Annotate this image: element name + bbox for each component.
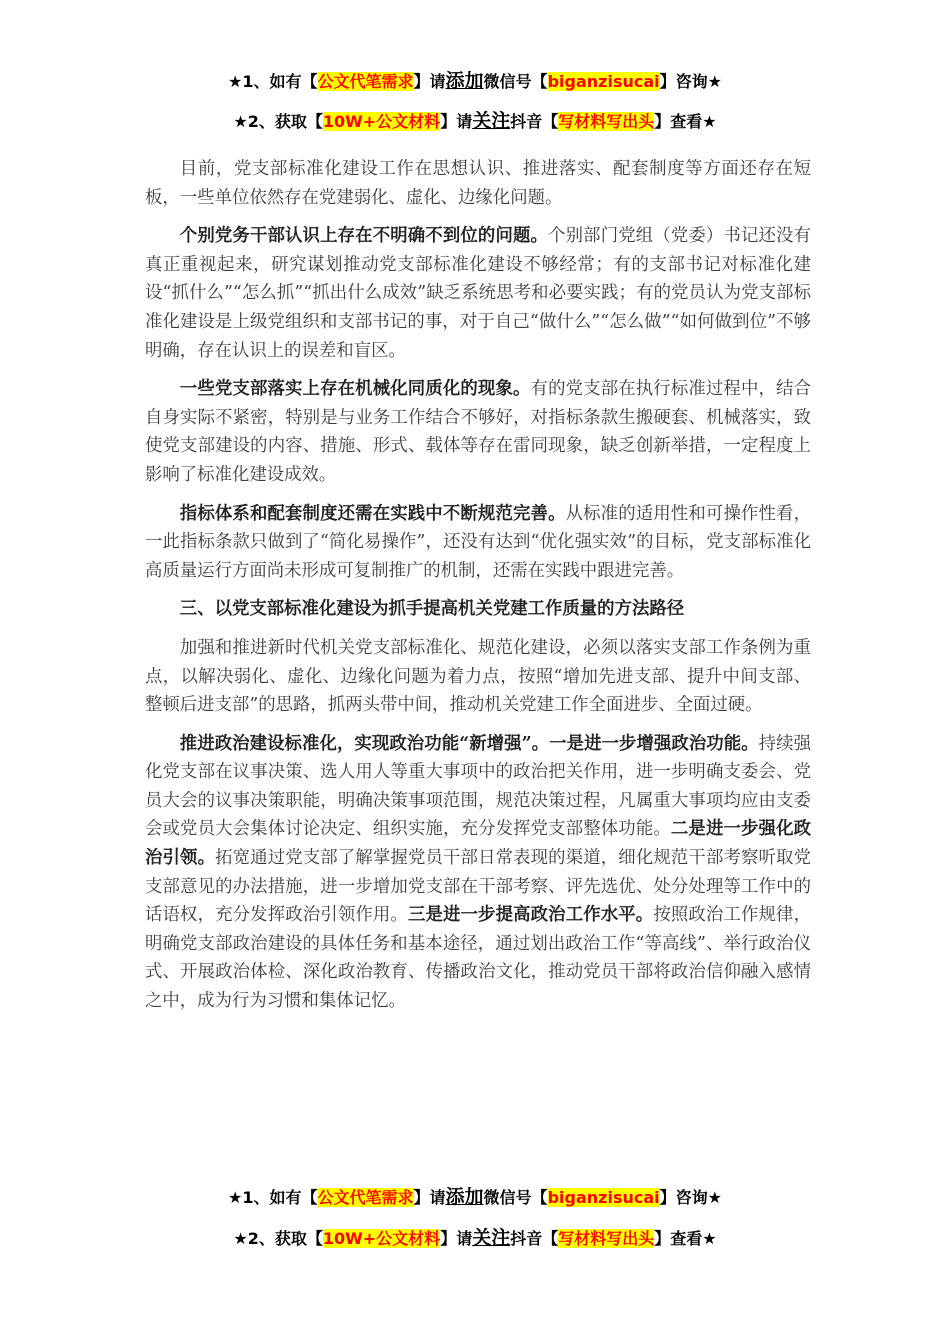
paragraph-cognition-issue (145, 222, 811, 365)
paragraph-intro: 目前，党支部标准化建设工作在思想认识、推进落实、配套制度等方面还存在短板，一些单位依然存在党建弱化、虚化、边缘化问题。 (145, 159, 811, 208)
paragraph-political-construction (145, 730, 811, 1016)
banner-highlight: 10W+公文材料 (322, 112, 441, 131)
banner-text: 】咨询★ (659, 1188, 722, 1207)
banner-text: 抖音【 (510, 1229, 559, 1248)
paragraph-lead: 指标体系和配套制度还需在实践中不断规范完善。 (179, 503, 566, 524)
banner-text: 抖音【 (510, 112, 559, 131)
paragraph-lead: 推进政治建设标准化，实现政治功能“新增强”。一是进一步增强政治功能。 (179, 733, 759, 754)
banner-highlight: biganzisucai (547, 72, 660, 91)
paragraph-lead: 二是进一步强化政治引领。 (145, 819, 811, 869)
paragraph-lead: 一些党支部落实上存在机械化同质化的现象。 (179, 379, 531, 400)
banner-text: 】查看★ (654, 112, 717, 131)
banner-text: 】查看★ (654, 1229, 717, 1248)
banner-text: ★1、如有【 (228, 72, 318, 91)
header-banner-line-1 (0, 70, 950, 93)
header-banner-line-2 (0, 110, 950, 133)
paragraph-lead: 个别党务干部认识上存在不明确不到位的问题。 (179, 226, 549, 247)
paragraph-system-issue (145, 500, 811, 586)
paragraph-method-intro: 加强和推进新时代机关党支部标准化、规范化建设，必须以落实支部工作条例为重点，以解决弱化、虚化、边缘化问题为着力点，按照“增加先进支部、提升中间支部、整顿后进支部”的思路，抓两头带中间，推动机关党建工作全面进步、全面过硬。 (145, 637, 811, 716)
banner-text: 】请 (413, 72, 446, 91)
banner-text: ★1、如有【 (228, 1188, 318, 1207)
footer-banner-line-2 (0, 1227, 950, 1250)
banner-text: 】请 (413, 1188, 446, 1207)
banner-emphasis: 关注 (472, 110, 511, 132)
banner-emphasis: 关注 (472, 1227, 511, 1249)
document-body (145, 155, 811, 1026)
paragraph-text: 个别部门党组（党委）书记还没有真正重视起来，研究谋划推动党支部标准化建设不够经常；有的支部书记对标准化建设“抓什么”“怎么抓”“抓出什么成效”缺乏系统思考和必要实践；有的党员认为党支部标准化建设是上级党组织和支部书记的事，对于自己“做什么”“怎么做”“如何做到位”不够明确，存在认识上的误差和盲区。 (145, 226, 811, 361)
banner-highlight: biganzisucai (547, 1188, 660, 1207)
paragraph-lead: 三是进一步提高政治工作水平。 (407, 905, 654, 926)
paragraph-mechanical-issue (145, 375, 811, 489)
banner-text: 】请 (440, 112, 473, 131)
paragraph-text: 持续强化党支部在议事决策、选人用人等重大事项中的政治把关作用，进一步明确支委会、党员大会的议事决策职能，明确决策事项范围，规范决策过程，凡属重大事项均应由支委会或党员大会集体讨论决定、组织实施，充分发挥党支部整体功能。 (145, 733, 811, 840)
footer-banner-line-1 (0, 1186, 950, 1209)
banner-text: ★2、获取【 (233, 112, 323, 131)
banner-text: 】咨询★ (659, 72, 722, 91)
banner-emphasis: 添加 (445, 1186, 484, 1208)
paragraph-text: 有的党支部在执行标准过程中，结合自身实际不紧密，特别是与业务工作结合不够好，对指标条款生搬硬套、机械落实，致使党支部建设的内容、措施、形式、载体等存在雷同现象，缺乏创新举措，一定程度上影响了标准化建设成效。 (145, 379, 811, 485)
banner-text: 微信号【 (483, 72, 548, 91)
banner-text: ★2、获取【 (233, 1229, 323, 1248)
banner-text: 微信号【 (483, 1188, 548, 1207)
banner-highlight: 10W+公文材料 (322, 1229, 441, 1248)
banner-highlight: 写材料写出头 (558, 112, 655, 131)
paragraph-text: 按照政治工作规律，明确党支部政治建设的具体任务和基本途径，通过划出政治工作“等高线”、举行政治仪式、开展政治体检、深化政治教育、传播政治文化，推动党员干部将政治信仰融入感情之中，成为行为习惯和集体记忆。 (145, 905, 811, 1012)
paragraph-text: 从标准的适用性和可操作性看，一此指标条款只做到了“简化易操作”，还没有达到“优化强实效”的目标，党支部标准化高质量运行方面尚未形成可复制推广的机制，还需在实践中跟进完善。 (145, 503, 811, 581)
banner-highlight: 公文代笔需求 (317, 72, 414, 91)
banner-text: 】请 (440, 1229, 473, 1248)
banner-emphasis: 添加 (445, 70, 484, 92)
paragraph-text: 拓宽通过党支部了解掌握党员干部日常表现的渠道，细化规范干部考察听取党支部意见的办法措施，进一步增加党支部在干部考察、评先选优、处分处理等工作中的话语权，充分发挥政治引领作用。 (145, 848, 811, 926)
section-heading-3: 三、以党支部标准化建设为抓手提高机关党建工作质量的方法路径 (179, 599, 685, 620)
banner-highlight: 写材料写出头 (558, 1229, 655, 1248)
banner-highlight: 公文代笔需求 (317, 1188, 414, 1207)
